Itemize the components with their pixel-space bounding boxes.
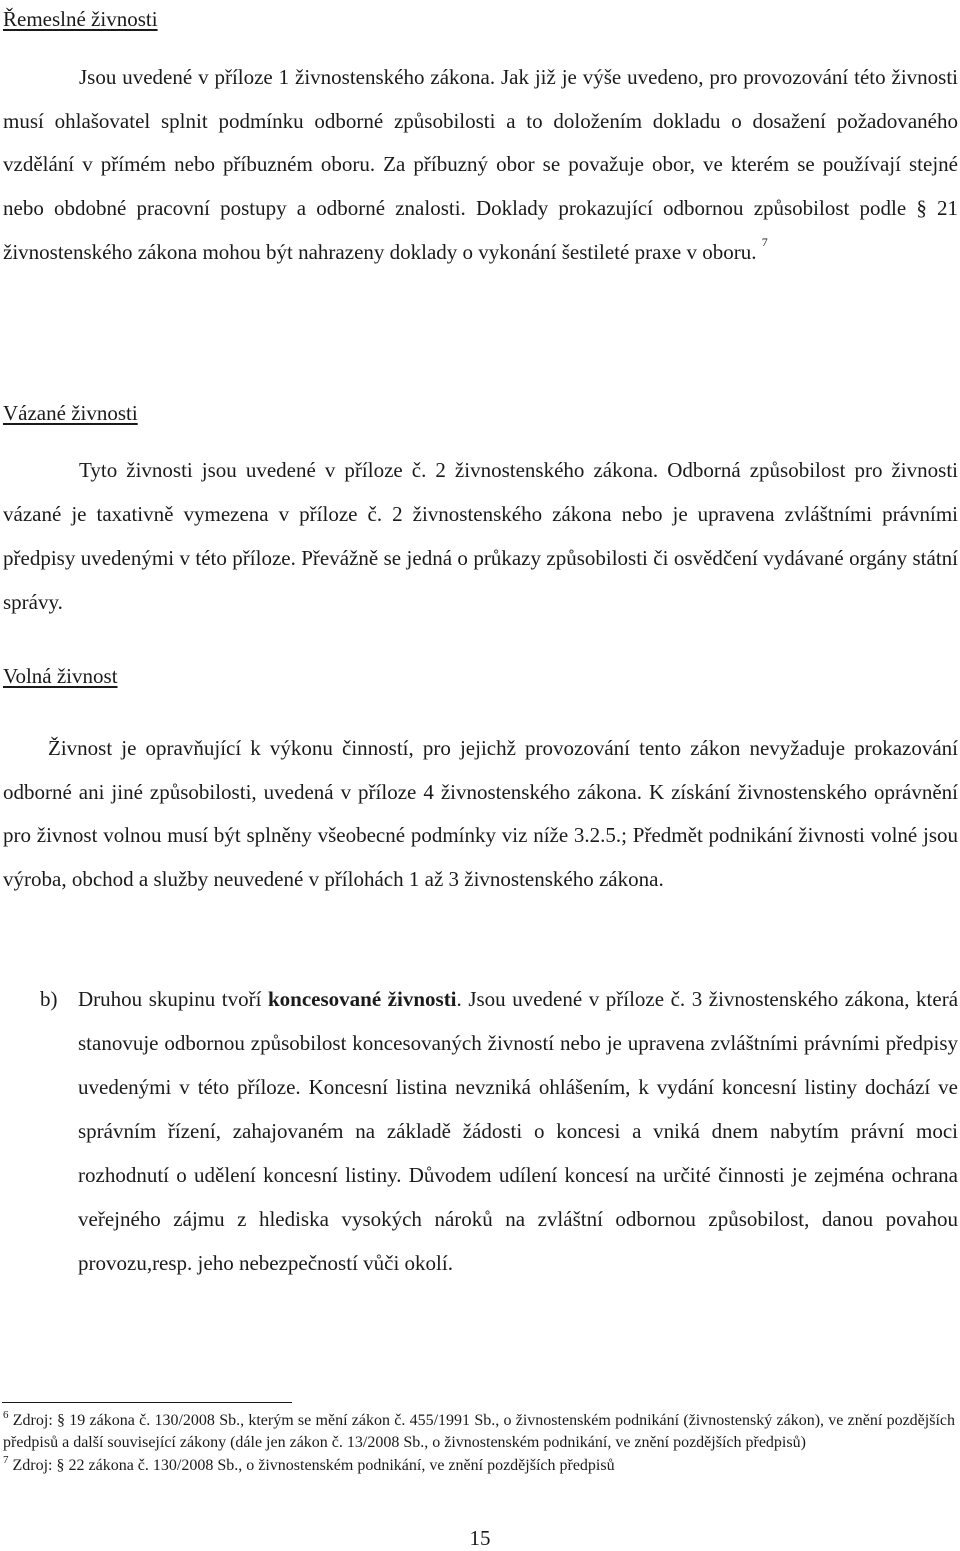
footnote-text: Zdroj: § 22 zákona č. 130/2008 Sb., o živnostenském podnikání, ve znění pozdějších předpisů — [12, 1456, 615, 1474]
page-number: 15 — [469, 1526, 491, 1550]
list-item-b — [78, 977, 958, 1285]
heading-remeslne-zivnosti: Řemeslné živnosti — [3, 7, 158, 31]
footnotes — [3, 1410, 955, 1477]
list-text-after: . Jsou uvedené v příloze č. 3 živnostenského zákona, která stanovuje odbornou způsobilost koncesovaných živností nebo je upravena zvláštními právními předpisy uvedenými v této příloze. Koncesní listina nevzniká ohlášením, k vydání koncesní listiny dochází ve správním řízení, zahajovaném na základě žádosti o koncesi a vniká dnem nabytím právní moci rozhodnutí o udělení koncesní listiny. Důvodem udílení koncesí na určité činnosti je zejména ochrana veřejného zájmu z hlediska vysokých nároků na zvláštní odbornou způsobilost, danou povahou provozu,resp. jeho nebezpečností vůči okolí. — [78, 987, 959, 1275]
footnote-6 — [3, 1410, 955, 1455]
footnote-number: 6 — [3, 1409, 9, 1421]
paragraph-text: Jsou uvedené v příloze 1 živnostenského zákona. Jak již je výše uvedeno, pro provozování této živnosti musí ohlašovatel splnit podmínku odborné způsobilosti a to doložením dokladu o dosažení požadovaného vzdělání v přímém nebo příbuzném oboru. Za příbuzný obor se považuje obor, ve kterém se používají stejné nebo obdobné pracovní postupy a odborné znalosti. Doklady prokazující odbornou způsobilost podle § 21 živnostenského zákona mohou být nahrazeny doklady o vykonání šestileté praxe v oboru. — [3, 65, 958, 264]
paragraph-text: Tyto živnosti jsou uvedené v příloze č. 2 živnostenského zákona. Odborná způsobilost pro živnosti vázané je taxativně vymezena v příloze č. 2 živnostenského zákona nebo je upravena zvláštními právními předpisy uvedenými v této příloze. Převážně se jedná o průkazy způsobilosti či osvědčení vydávané orgány státní správy. — [3, 458, 958, 614]
heading-volna-zivnost: Volná živnost — [3, 664, 118, 688]
heading-vazane-zivnosti: Vázané živnosti — [3, 401, 138, 425]
list-text-before: Druhou skupinu tvoří — [78, 987, 262, 1011]
list-bold-term: koncesované živnosti — [267, 987, 457, 1011]
footnote-text: Zdroj: § 19 zákona č. 130/2008 Sb., kterým se mění zákon č. 455/1991 Sb., o živnostenském podnikání (živnostenský zákon), ve znění pozdějších předpisů a další související zákony (dále jen zákon č. 13/2008 Sb., o živnostenském podnikání, ve znění pozdějších předpisů) — [3, 1412, 955, 1452]
footnote-number: 7 — [3, 1453, 9, 1466]
paragraph-volna-zivnost — [3, 727, 958, 902]
paragraph-text: Živnost je opravňující k výkonu činností, pro jejichž provozování tento zákon nevyžaduje prokazování odborné ani jiné způsobilosti, uvedená v příloze 4 živnostenského zákona. K získání živnostenského oprávnění pro živnost volnou musí být splněny všeobecné podmínky viz níže 3.2.5.; Předmět podnikání živnosti volné jsou výroba, obchod a služby neuvedené v přílohách 1 až 3 živnostenského zákona. — [3, 736, 958, 892]
paragraph-remeslne-zivnosti — [3, 56, 958, 275]
paragraph-vazane-zivnosti — [3, 448, 958, 624]
footnote-7 — [3, 1455, 955, 1477]
footnote-separator — [2, 1402, 292, 1403]
list-label-b: b) — [40, 987, 58, 1011]
footnote-ref: 7 — [761, 234, 768, 249]
